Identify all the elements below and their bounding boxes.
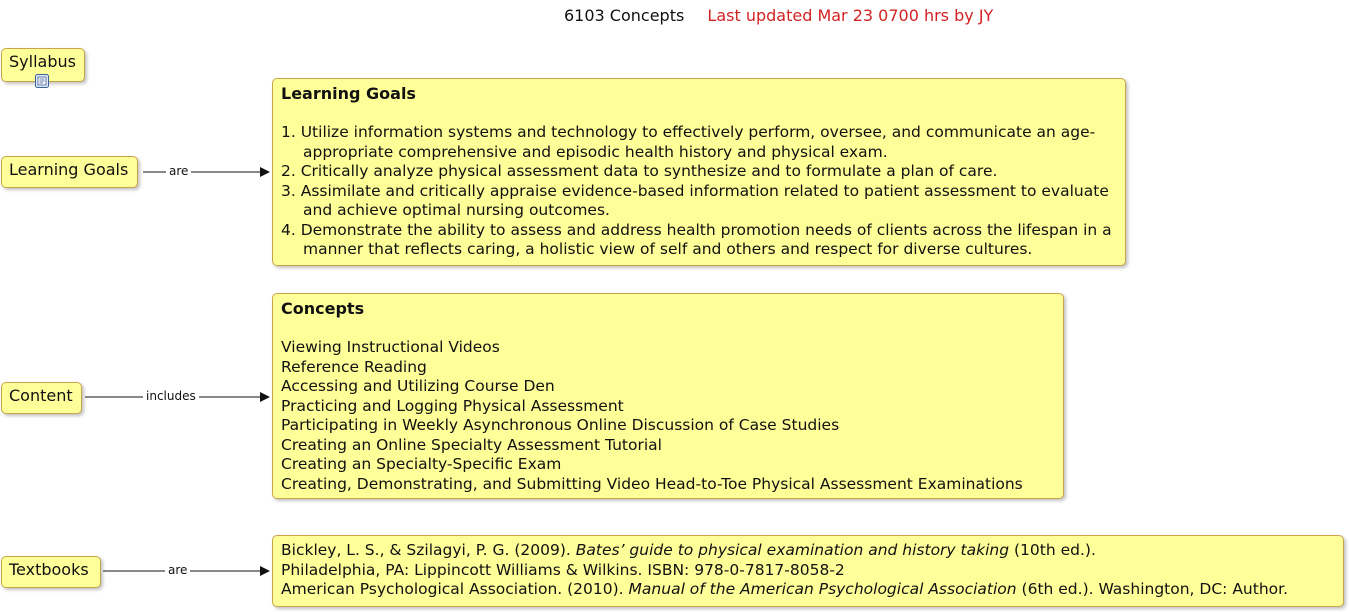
reference-title: Bates’ guide to physical examination and history taking xyxy=(575,541,1010,559)
concept-item: Participating in Weekly Asynchronous Online Discussion of Case Studies xyxy=(281,416,840,434)
reference-title: Manual of the American Psychological Association xyxy=(628,580,1017,598)
textbooks-box[interactable] xyxy=(272,535,1344,607)
learning-goals-label: Learning Goals xyxy=(9,160,129,179)
link-label-are: are xyxy=(165,563,190,577)
page-title: 6103 Concepts xyxy=(564,6,685,25)
learning-goals-box-title: Learning Goals xyxy=(281,84,416,103)
concept-item: Creating, Demonstrating, and Submitting Video Head-to-Toe Physical Assessment Examinations xyxy=(281,474,1023,493)
content-node[interactable] xyxy=(1,382,82,414)
reference-text: (10th ed.). xyxy=(1014,541,1096,559)
goal-item: 1. Utilize information systems and technology to effectively perform, oversee, and communicate an age-appropriate comprehensive and episodic health history and physical exam. xyxy=(281,123,1096,161)
last-updated-text: Last updated Mar 23 0700 hrs by JY xyxy=(707,6,994,25)
link-label-includes: includes xyxy=(143,389,199,403)
learning-goals-box[interactable] xyxy=(272,78,1126,266)
textbooks-label: Textbooks xyxy=(9,560,89,579)
concepts-box[interactable] xyxy=(272,293,1064,499)
concepts-box-title: Concepts xyxy=(281,299,365,318)
reference-item: Philadelphia, PA: Lippincott Williams & Wilkins. ISBN: 978-0-7817-8058-2 xyxy=(281,560,845,579)
reference-text: Bickley, L. S., & Szilagyi, P. G. (2009). xyxy=(281,541,571,559)
goal-item: 3. Assimilate and critically appraise evidence-based information related to patient assessment to evaluate and achieve optimal nursing outcomes. xyxy=(281,181,1109,219)
reference-item xyxy=(281,580,1335,600)
reference-text: American Psychological Association. (2010). xyxy=(281,580,624,598)
reference-item xyxy=(281,541,1335,561)
goal-item: 2. Critically analyze physical assessment data to synthesize and to formulate a plan of care. xyxy=(281,162,998,180)
concept-item: Reference Reading xyxy=(281,357,427,376)
syllabus-label: Syllabus xyxy=(9,52,76,71)
content-label: Content xyxy=(9,386,73,405)
textbooks-node[interactable] xyxy=(1,556,101,588)
concept-item: Accessing and Utilizing Course Den xyxy=(281,377,555,395)
concept-item: Creating an Specialty-Specific Exam xyxy=(281,455,562,473)
link-label-are: are xyxy=(166,164,191,178)
concept-item: Viewing Instructional Videos xyxy=(281,338,500,356)
goal-item: 4. Demonstrate the ability to assess and address health promotion needs of clients across the lifespan in a manner that reflects caring, a holistic view of self and others and respect for diverse cultures. xyxy=(281,220,1112,258)
document-icon[interactable] xyxy=(35,74,49,88)
concept-item: Practicing and Logging Physical Assessment xyxy=(281,396,624,415)
learning-goals-node[interactable] xyxy=(1,156,138,188)
reference-text: (6th ed.). Washington, DC: Author. xyxy=(1021,580,1289,598)
concept-item: Creating an Online Specialty Assessment Tutorial xyxy=(281,435,662,454)
